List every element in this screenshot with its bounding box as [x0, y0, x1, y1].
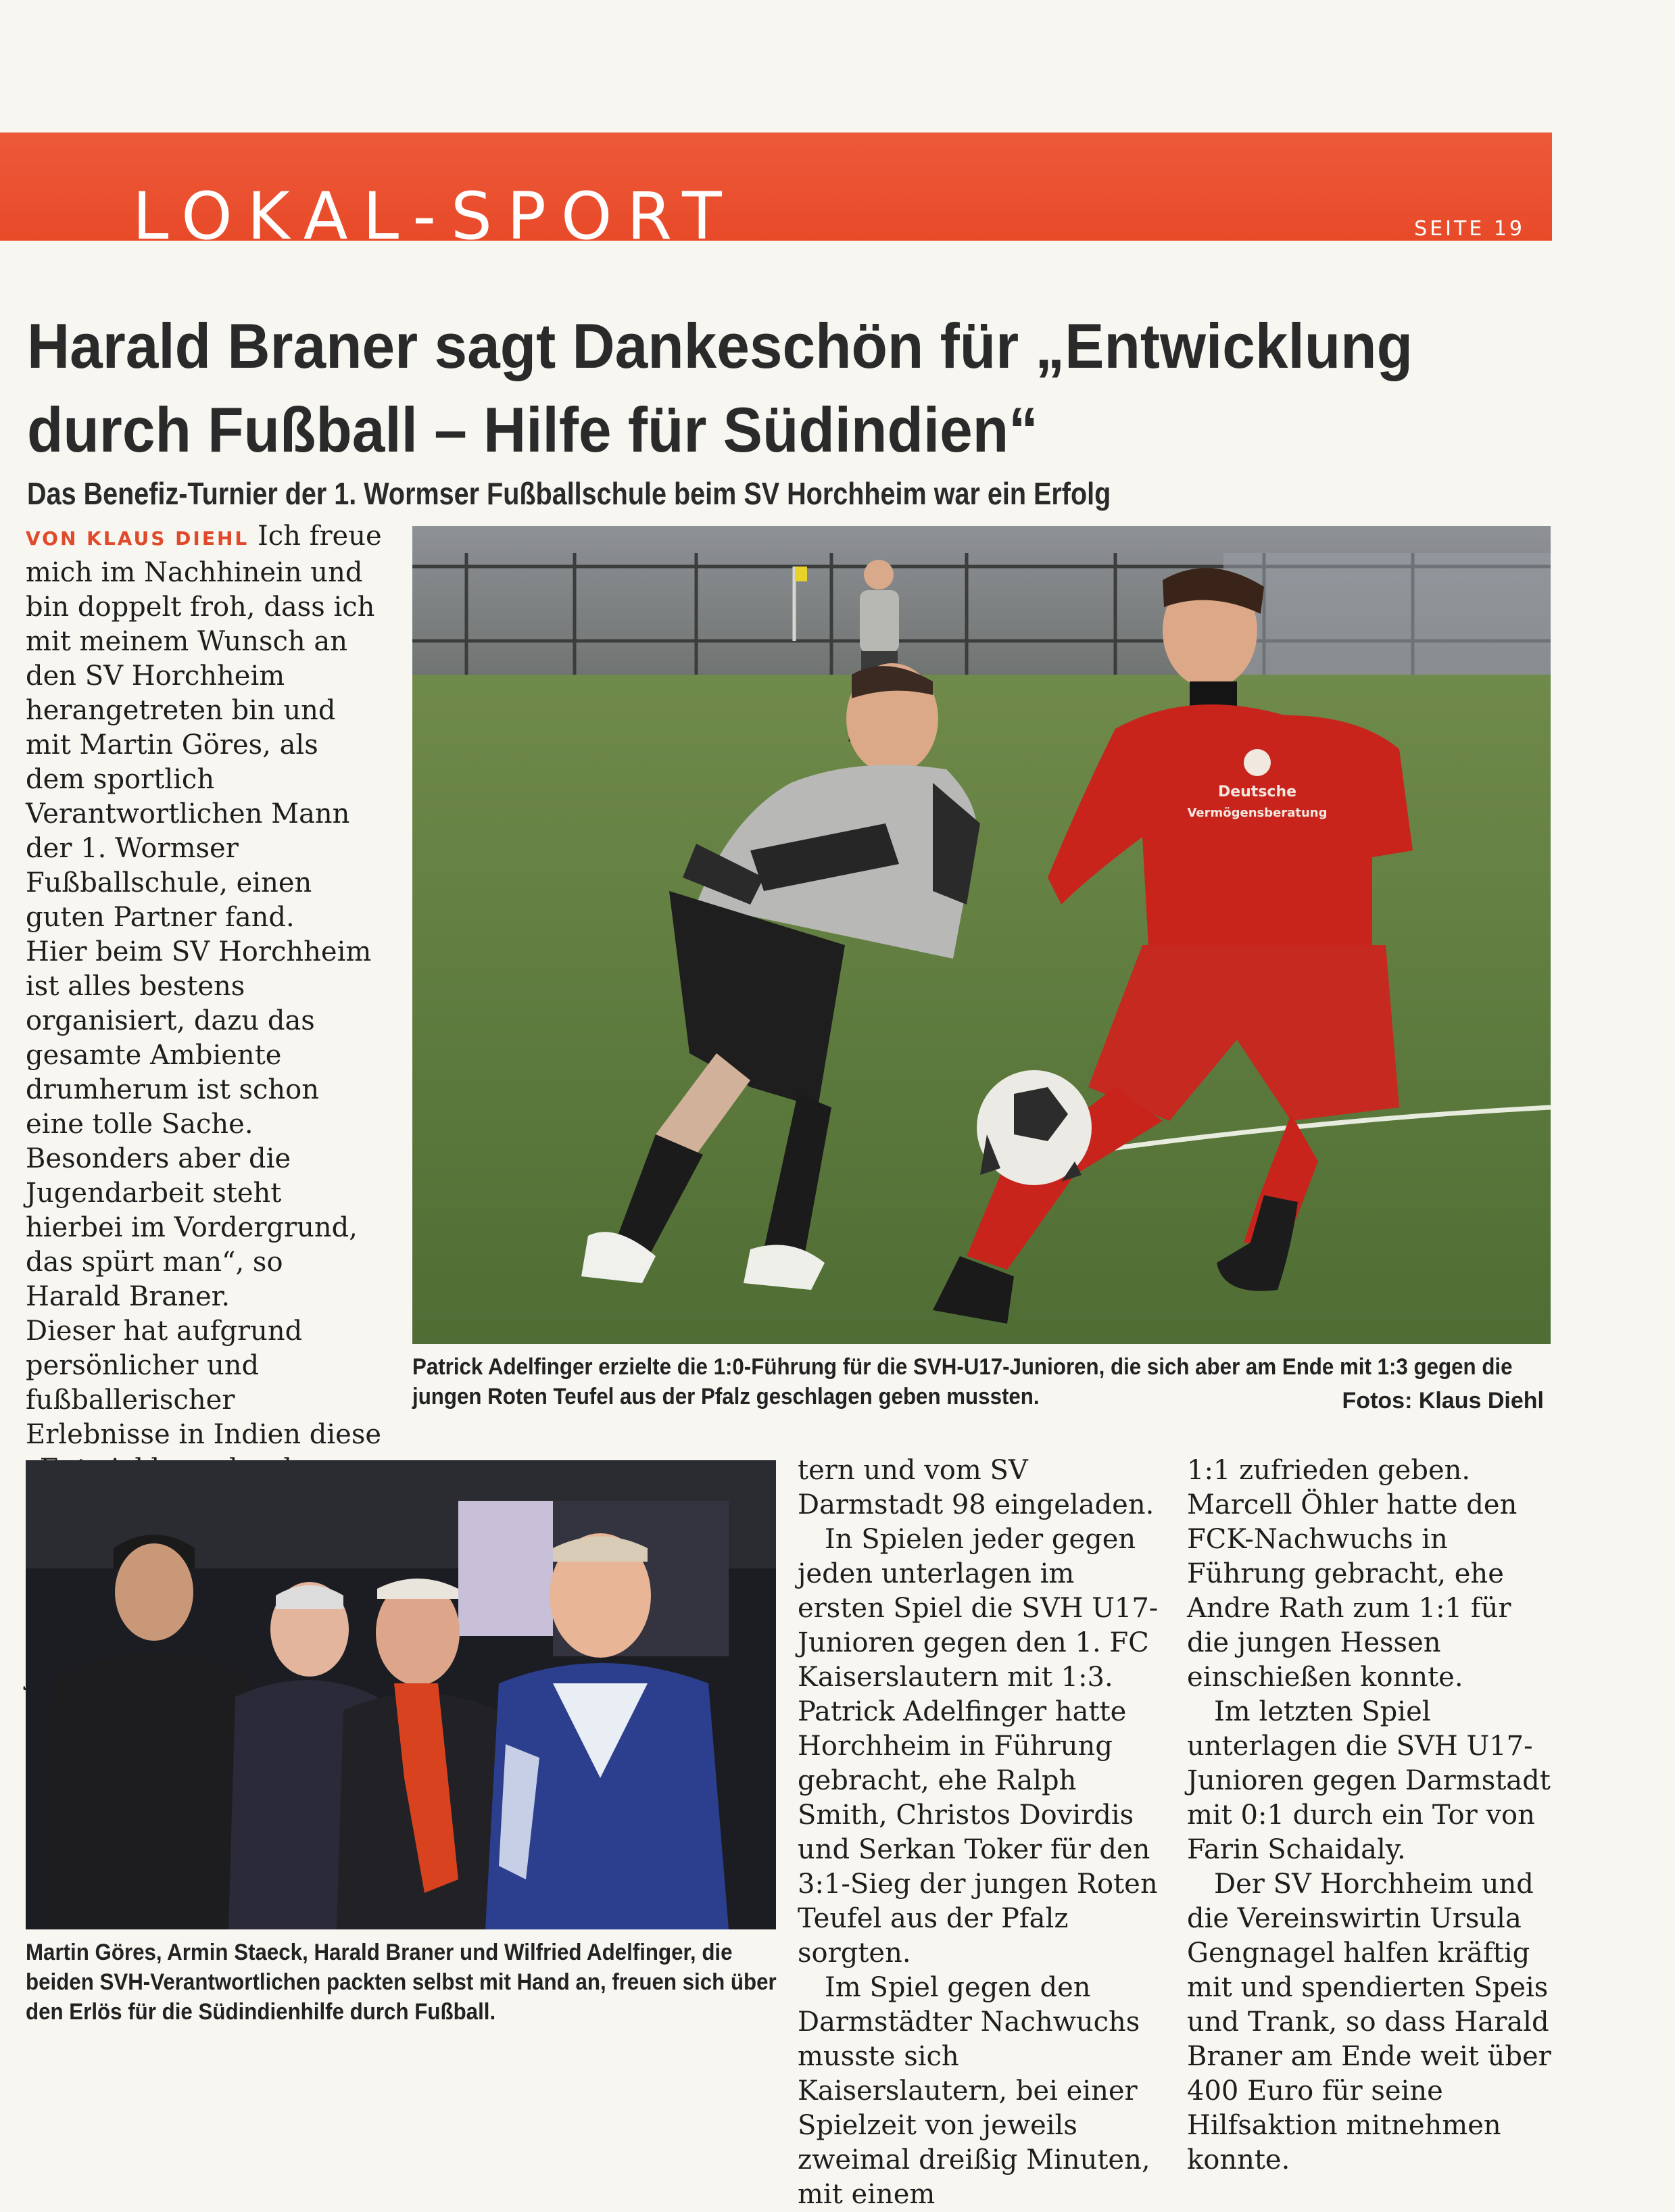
match-photo [412, 526, 1551, 1344]
jersey-sponsor-line-2: Vermögensberatung [1187, 806, 1328, 820]
photo-credit: Fotos: Klaus Diehl [1342, 1388, 1544, 1414]
headline-line-2: durch Fußball – Hilfe für Südindien“ [27, 394, 1038, 465]
match-photo-image [412, 526, 1551, 1344]
article-column-3 [1187, 1453, 1552, 2178]
paragraph: Dieser hat aufgrund persönlicher und fußballerischer Erlebnisse in Indien diese [26, 1316, 382, 1450]
article-headline [27, 304, 1448, 472]
group-photo [26, 1460, 776, 1929]
paragraph-text: Ich freue mich im Nachhinein und bin doppelt froh, dass ich mit meinem Wunsch an den SV Horchheim herangetreten bin und mit Martin Göres, als dem sportlich Verantwortlichen Mann der 1. Wormser Fußballschule, einen guten Partner fand. [26, 521, 382, 933]
group-photo-caption: Martin Göres, Armin Staeck, Harald Braner und Wilfried Adelfinger, die beiden SVH-Verantwortlichen packten selbst mit Hand an, freuen sich über den Erlös für die Südindienhilfe durch Fußball. [26, 1940, 777, 2025]
article-subheadline: Das Benefiz-Turnier der 1. Wormser Fußballschule beim SV Horchheim war ein Erfolg [27, 476, 1111, 511]
paragraph: Im letzten Spiel unterlagen die SVH U17-Junioren gegen Darmstadt mit 0:1 durch ein Tor von Farin Schaidaly. [1187, 1696, 1551, 1865]
section-header-bar [0, 133, 1552, 241]
paragraph: In Spielen jeder gegen jeden unterlagen im ersten Spiel die SVH U17-Junioren gegen den 1. FC Kaiserslautern mit 1:3. Patrick Adelfinger hatte Horchheim in Führung gebracht, ehe Ralph Smith, Christos Dovirdis und Serkan Toker für den 3:1-Sieg der jungen Roten Teufel aus der Pfalz sorgten. [798, 1524, 1159, 1969]
paragraph: Hier beim SV Horchheim ist alles bestens organisiert, dazu das gesamte Ambiente drumherum ist schon eine tolle Sache. Besonders aber die Jugendarbeit steht hierbei im Vordergrund, das spürt man“, so Harald Braner. [26, 936, 372, 1312]
byline: VON KLAUS DIEHL [26, 527, 249, 550]
jersey-sponsor-line-1: Deutsche [1217, 784, 1297, 800]
paragraph: Im Spiel gegen den Darmstädter Nachwuchs musste sich Kaiserslautern, bei einer Spielzeit von jeweils zweimal dreißig Minuten, mit einem [798, 1972, 1150, 2210]
paragraph: Der SV Horchheim und die Vereinswirtin Ursula Gengnagel halfen kräftig mit und spendierten Speis und Trank, so dass Harald Braner am Ende weit über 400 Euro für seine Hilfsaktion mitnehmen konnte. [1187, 1869, 1551, 2175]
match-photo-caption: Patrick Adelfinger erzielte die 1:0-Führung für die SVH-U17-Junioren, die sich aber am Ende mit 1:3 gegen die jungen Roten Teufel aus der Pfalz geschlagen geben mussten. [412, 1354, 1513, 1410]
section-title: LOKAL-SPORT [132, 178, 737, 241]
group-photo-image [26, 1460, 776, 1929]
headline-line-1: Harald Braner sagt Dankeschön für „Entwicklung [27, 310, 1413, 381]
page-number: SEITE 19 [1414, 217, 1525, 241]
article-column-2 [798, 1453, 1163, 2212]
paragraph: 1:1 zufrieden geben. Marcell Öhler hatte den FCK-Nachwuchs in Führung gebracht, ehe Andre Rath zum 1:1 für die jungen Hessen einschießen konnte. [1187, 1455, 1518, 1693]
paragraph [26, 519, 384, 935]
paragraph: tern und vom SV Darmstadt 98 eingeladen. [798, 1455, 1155, 1520]
